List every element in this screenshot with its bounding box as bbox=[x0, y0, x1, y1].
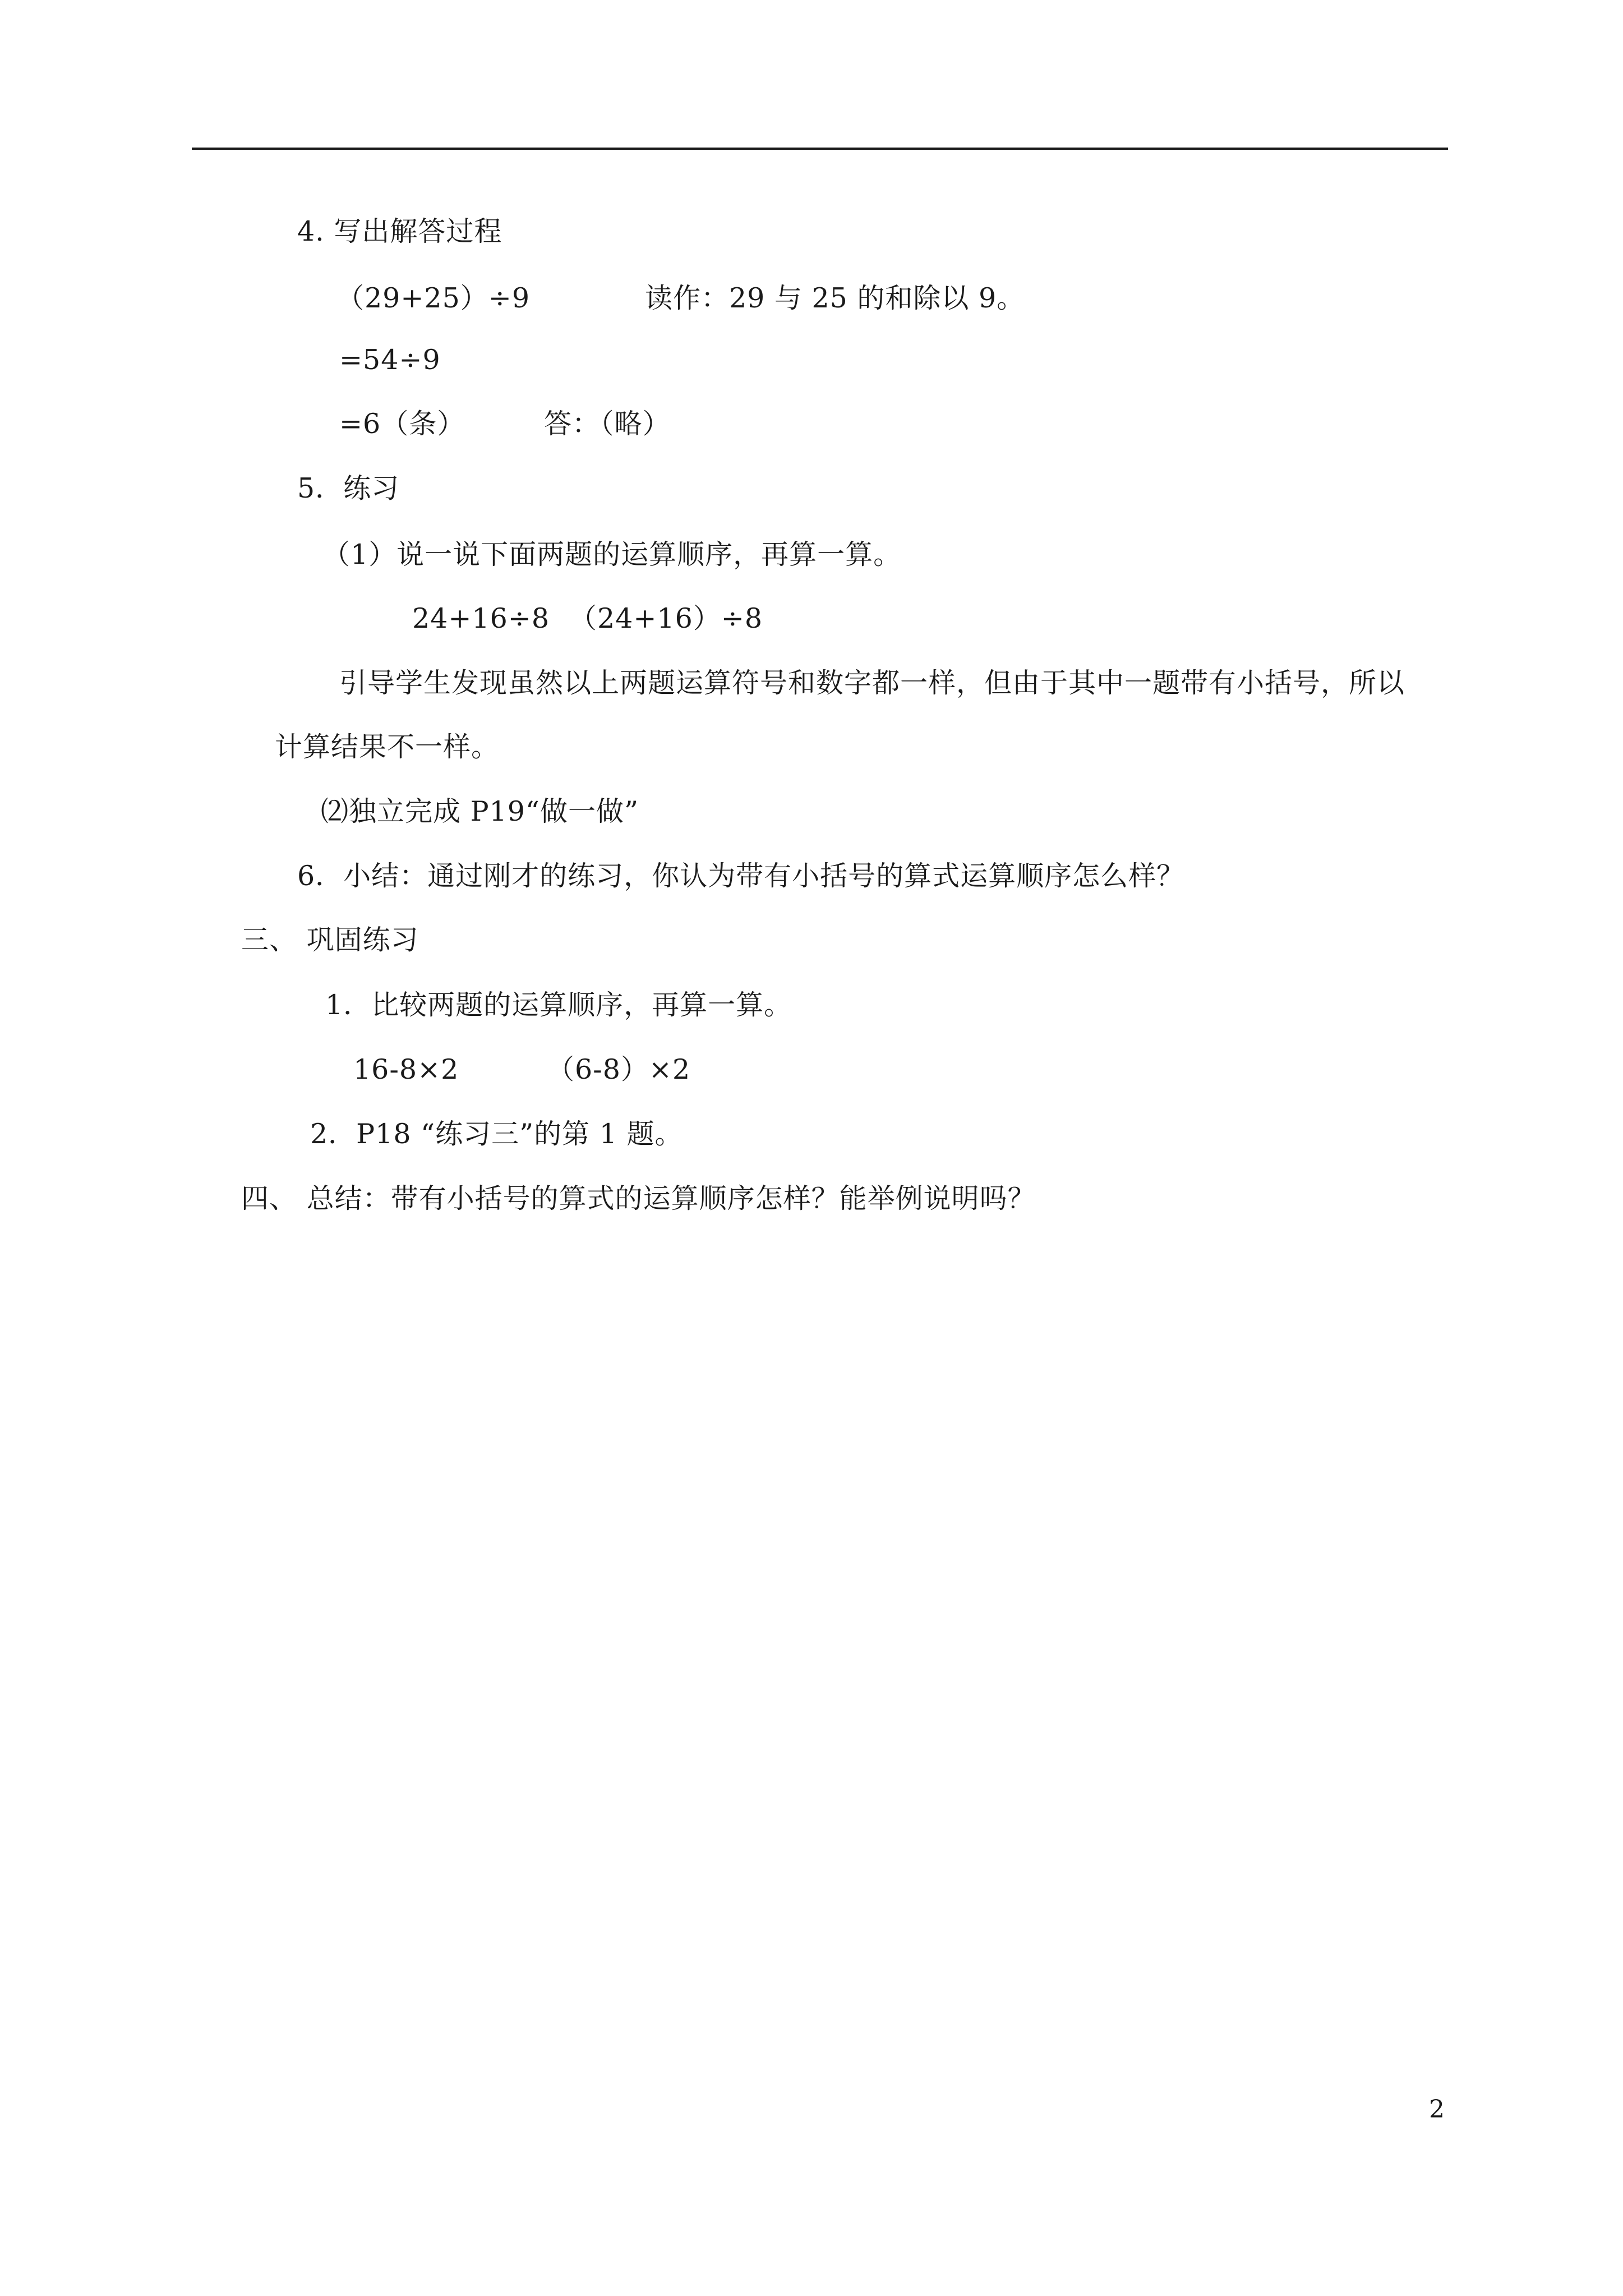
expression-24-plus-16-div-8: 24+16÷8 bbox=[412, 602, 550, 634]
expression-29-plus-25-div-9: （29+25）÷9 bbox=[336, 282, 530, 314]
guidance-paragraph-line-1: 引导学生发现虽然以上两题运算符号和数字都一样，但由于其中一题带有小括号，所以 bbox=[339, 667, 1405, 699]
page-number: 2 bbox=[1429, 2095, 1445, 2124]
step-4-heading: 4. 写出解答过程 bbox=[297, 215, 502, 247]
consolidation-item-2: 2．P18 “练习三”的第 1 题。 bbox=[310, 1118, 683, 1150]
expression-paren-24-plus-16-div-8: （24+16）÷8 bbox=[569, 602, 763, 634]
answer-omitted: 答：（略） bbox=[544, 408, 671, 440]
step-5-heading: 5．练习 bbox=[297, 472, 400, 504]
step-6-summary: 6．小结：通过刚才的练习，你认为带有小括号的算式运算顺序怎么样？ bbox=[297, 860, 1185, 892]
consolidation-item-1: 1．比较两题的运算顺序，再算一算。 bbox=[325, 989, 792, 1021]
section-3-heading: 三、 巩固练习 bbox=[241, 924, 419, 956]
result-6: =6（条） bbox=[339, 408, 465, 440]
exercise-1-prompt: （1）说一说下面两题的运算顺序，再算一算。 bbox=[322, 539, 902, 570]
header-rule bbox=[192, 148, 1448, 150]
expression-16-minus-8-times-2: 16-8×2 bbox=[353, 1053, 459, 1085]
section-4-summary: 四、 总结：带有小括号的算式的运算顺序怎样？能举例说明吗？ bbox=[241, 1182, 1036, 1214]
exercise-2-prompt: ⑵独立完成 P19“做一做” bbox=[321, 795, 639, 827]
expression-paren-6-minus-8-times-2: （6-8）×2 bbox=[547, 1053, 691, 1085]
step-54-div-9: =54÷9 bbox=[339, 344, 441, 376]
expression-reading: 读作：29 与 25 的和除以 9。 bbox=[645, 282, 1025, 314]
guidance-paragraph-line-2: 计算结果不一样。 bbox=[275, 731, 500, 763]
